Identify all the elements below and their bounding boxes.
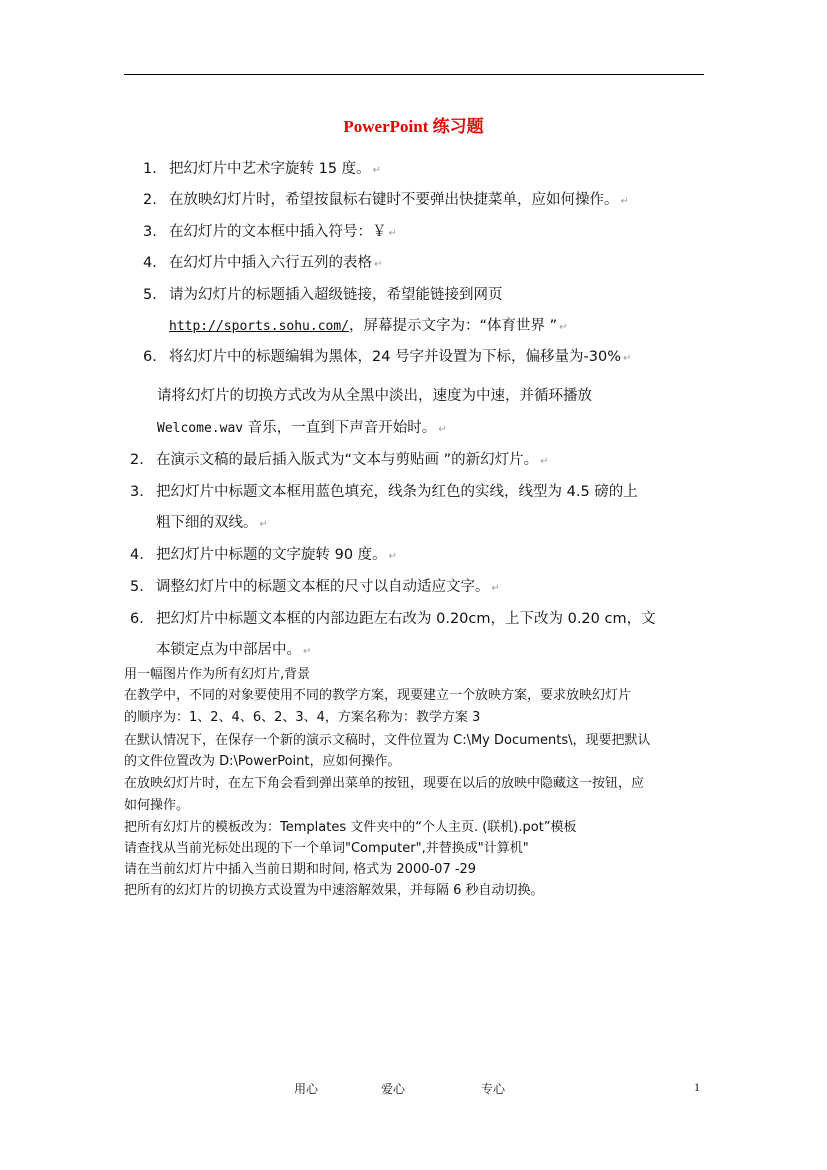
list-item [130, 609, 656, 629]
paragraph-mark: ↵ [303, 646, 312, 657]
item-text: 在幻灯片的文本框中插入符号：￥ [169, 224, 387, 240]
item-text: 在放映幻灯片时，希望按鼠标右键时不要弹出快捷菜单，应如何操作。 [169, 192, 619, 208]
text-line: 的文件位置改为 D:\PowerPoint，应如何操作。 [124, 754, 401, 769]
item-number: 6. [143, 349, 157, 365]
footer-word-1: 用心 [294, 1082, 319, 1096]
item-number: 5. [143, 287, 157, 303]
text-line: 在放映幻灯片时，在左下角会看到弹出菜单的按钮，现要在以后的放映中隐藏这一按钮，应 [124, 776, 645, 791]
text-line: 请在当前幻灯片中插入当前日期和时间, 格式为 2000-07 -29 [124, 862, 477, 877]
paragraph-mark: ↵ [540, 456, 549, 467]
footer-word-2: 爱心 [381, 1082, 406, 1096]
item-number: 2. [130, 452, 144, 468]
hyperlink[interactable]: http://sports.sohu.com/ [169, 319, 350, 334]
list-item [143, 253, 382, 275]
item-number: 3. [130, 484, 144, 500]
paragraph-mark: ↵ [559, 322, 568, 333]
list-item [143, 190, 629, 212]
text-line: 请查找从当前光标处出现的下一个单词"Computer",并替换成"计算机" [124, 841, 529, 856]
paragraph-mark: ↵ [388, 228, 397, 239]
list-item [143, 347, 631, 369]
paragraph-mark: ↵ [620, 196, 629, 207]
item-text: 在演示文稿的最后插入版式为“文本与剪贴画 ”的新幻灯片。 [156, 452, 539, 468]
page-title: PowerPoint 练习题 [343, 117, 484, 136]
file-name: Welcome.wav [157, 421, 244, 436]
list-item [143, 159, 381, 181]
item-text: 在幻灯片中插入六行五列的表格 [169, 255, 372, 271]
item-text: 把幻灯片中标题文本框的内部边距左右改为 0.20cm，上下改为 0.20 cm，文 [156, 611, 656, 627]
paragraph-mark: ↵ [491, 583, 500, 594]
item-text: 将幻灯片中的标题编辑为黑体，24 号字并设置为下标，偏移量为-30% [169, 349, 622, 365]
text-line: 把所有的幻灯片的切换方式设置为中速溶解效果，并每隔 6 秒自动切换。 [124, 883, 544, 898]
paragraph-text: 音乐，一直到下声音开始时。 [243, 420, 437, 436]
item-number: 1. [143, 161, 157, 177]
item-number: 2. [143, 192, 157, 208]
header-rule [124, 74, 704, 75]
item-text: 把幻灯片中艺术字旋转 15 度。 [169, 161, 371, 177]
paragraph-mark: ↵ [259, 519, 268, 530]
item-text: ，屏幕提示文字为：“体育世界 ” [349, 318, 558, 334]
paragraph-text: 请将幻灯片的切换方式改为从全黑中淡出，速度为中速，并循环播放 [157, 388, 592, 404]
item-number: 4. [143, 255, 157, 271]
item-text: 请为幻灯片的标题插入超级链接，希望能链接到网页 [169, 287, 503, 303]
item-number: 3. [143, 224, 157, 240]
paragraph-mark: ↵ [374, 259, 383, 270]
list-item-continuation [169, 316, 568, 338]
list-item [130, 545, 397, 567]
page-number: 1 [694, 1080, 700, 1094]
list-item-continuation [156, 640, 311, 662]
list-item [130, 577, 500, 599]
item-text: 调整幻灯片中的标题文本框的尺寸以自动适应文字。 [156, 579, 490, 595]
paragraph-mark: ↵ [623, 353, 632, 364]
list-item [143, 285, 503, 305]
list-item [130, 450, 549, 472]
paragraph-mark: ↵ [388, 551, 398, 562]
text-line: 把所有幻灯片的模板改为：Templates 文件夹中的“个人主页. (联机).pot”模板 [124, 820, 577, 835]
paragraph-mark: ↵ [372, 165, 382, 176]
item-text: 粗下细的双线。 [156, 515, 258, 531]
paragraph [157, 386, 592, 406]
text-line: 在默认情况下，在保存一个新的演示文稿时，文件位置为 C:\My Documents\，现要把默认 [124, 733, 651, 748]
item-text: 把幻灯片中标题文本框用蓝色填充，线条为红色的实线，线型为 4.5 磅的上 [156, 484, 638, 500]
text-line: 在教学中，不同的对象要使用不同的教学方案，现要建立一个放映方案，要求放映幻灯片 [124, 688, 632, 703]
text-line: 的顺序为：1、2、4、6、2、3、4，方案名称为：教学方案 3 [124, 710, 481, 725]
item-text: 把幻灯片中标题的文字旋转 90 度。 [156, 547, 387, 563]
paragraph [157, 418, 447, 440]
list-item [143, 222, 397, 244]
paragraph-mark: ↵ [438, 424, 447, 435]
item-number: 4. [130, 547, 144, 563]
list-item [130, 482, 638, 502]
item-number: 6. [130, 611, 144, 627]
footer-word-3: 专心 [481, 1082, 506, 1096]
item-number: 5. [130, 579, 144, 595]
text-line: 用一幅图片作为所有幻灯片,背景 [124, 667, 311, 682]
list-item-continuation [156, 513, 268, 535]
item-text: 本锁定点为中部居中。 [156, 642, 301, 658]
text-line: 如何操作。 [124, 798, 190, 813]
